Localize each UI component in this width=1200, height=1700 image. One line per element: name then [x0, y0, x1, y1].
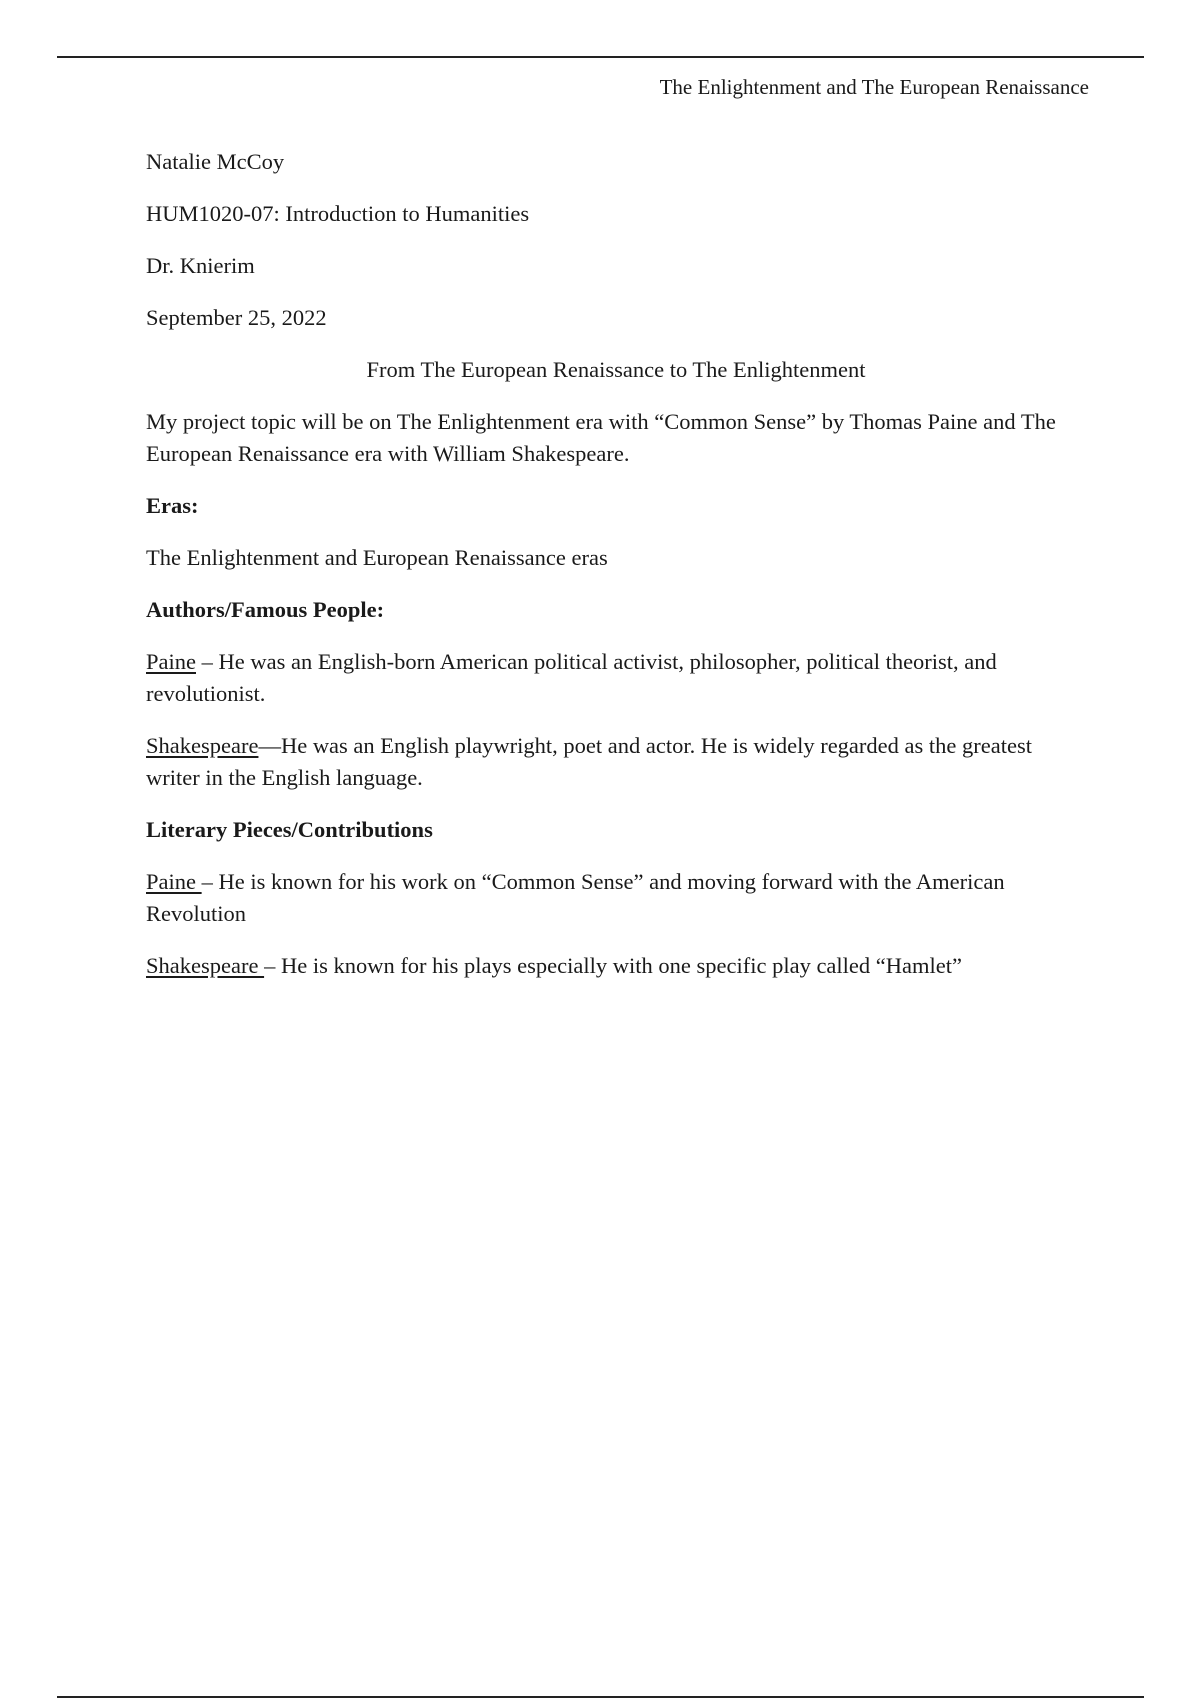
literary-heading: Literary Pieces/Contributions	[146, 817, 433, 842]
paine-description: – He was an English-born American political activist, philosopher, political theorist, and revolutionist.	[146, 649, 997, 706]
instructor-name: Dr. Knierim	[146, 253, 255, 278]
document-title: From The European Renaissance to The Enlightenment	[366, 357, 866, 382]
course-name: HUM1020-07: Introduction to Humanities	[146, 201, 530, 226]
shakespeare-name: Shakespeare	[146, 953, 265, 978]
top-rule	[57, 56, 1144, 58]
shakespeare-description: —He was an English playwright, poet and actor. He is widely regarded as the greatest writer in the English language.	[146, 733, 1032, 790]
paine-name: Paine	[146, 649, 196, 674]
eras-heading: Eras:	[146, 493, 199, 518]
author-name: Natalie McCoy	[146, 149, 285, 174]
running-header: The Enlightenment and The European Renaissance	[659, 75, 1089, 99]
authors-shakespeare-paragraph	[146, 730, 1086, 794]
intro-paragraph: My project topic will be on The Enlightenment era with “Common Sense” by Thomas Paine and The European Renaissance era with William Shakespeare.	[146, 409, 1056, 466]
bottom-rule	[57, 1696, 1144, 1698]
eras-text: The Enlightenment and European Renaissance eras	[146, 545, 608, 570]
literary-shakespeare-paragraph	[146, 950, 1086, 982]
paine-contribution: – He is known for his work on “Common Sense” and moving forward with the American Revolution	[146, 869, 1005, 926]
paine-name: Paine	[146, 869, 202, 894]
literary-paine-paragraph	[146, 866, 1086, 930]
authors-paine-paragraph	[146, 646, 1086, 710]
shakespeare-contribution: – He is known for his plays especially with one specific play called “Hamlet”	[264, 953, 962, 978]
document-body	[146, 146, 1086, 1002]
shakespeare-name: Shakespeare	[146, 733, 259, 758]
authors-heading: Authors/Famous People:	[146, 597, 385, 622]
document-date: September 25, 2022	[146, 305, 327, 330]
